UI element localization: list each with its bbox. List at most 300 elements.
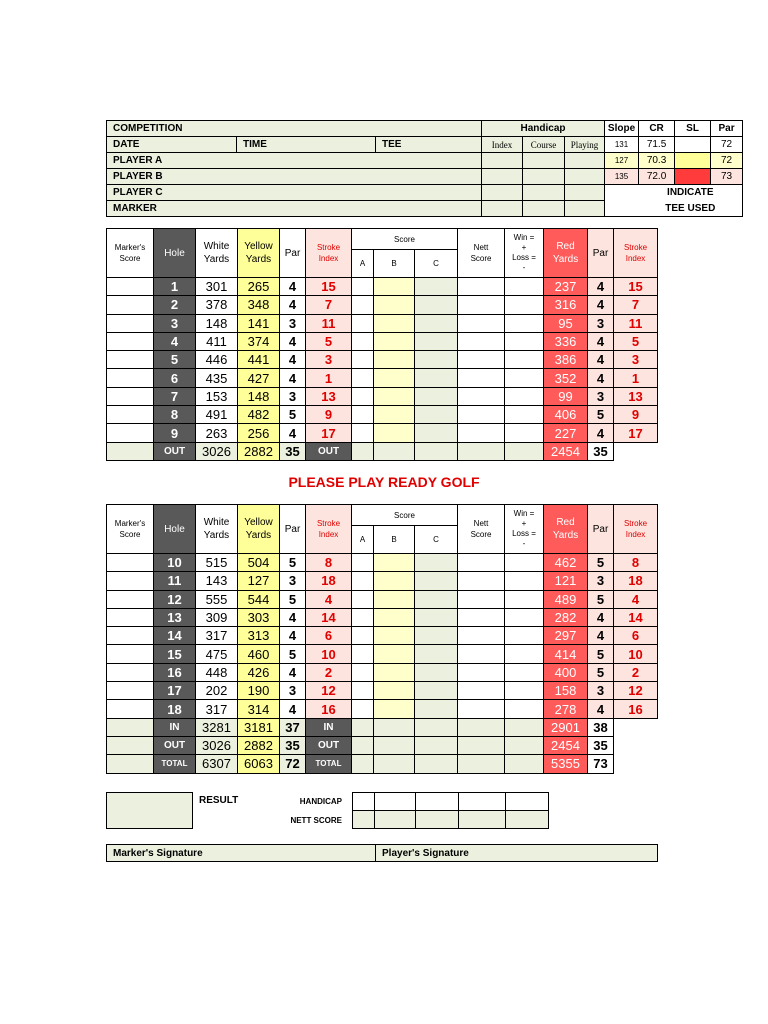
white-yards: 263 [196, 424, 238, 442]
marker-course[interactable] [523, 201, 565, 217]
win-loss-cell[interactable] [505, 554, 544, 572]
win-loss-cell[interactable] [505, 387, 544, 405]
score-b-cell[interactable] [374, 627, 415, 645]
stroke-index: 10 [306, 645, 352, 663]
score-c-cell[interactable] [415, 645, 458, 663]
red-stroke-index: 14 [614, 608, 658, 626]
yellow-tee-sl[interactable] [675, 153, 711, 169]
score-b-cell[interactable] [374, 663, 415, 681]
handicap-cell-b[interactable] [416, 793, 459, 811]
total-score-a[interactable] [352, 736, 374, 754]
win-loss-cell[interactable] [505, 608, 544, 626]
markers-score-cell[interactable] [107, 296, 154, 314]
total-empty-cell [614, 718, 658, 736]
score-c-cell[interactable] [415, 590, 458, 608]
par: 3 [280, 314, 306, 332]
red-yards: 414 [544, 645, 588, 663]
score-c-cell[interactable] [415, 351, 458, 369]
total-label-2: IN [306, 718, 352, 736]
total-white-yards: 3026 [196, 736, 238, 754]
score-b-cell[interactable] [374, 424, 415, 442]
score-a-cell[interactable] [352, 608, 374, 626]
hole-number: 1 [154, 278, 196, 296]
white-yards: 491 [196, 406, 238, 424]
hole-number: 5 [154, 351, 196, 369]
yellow-yards: 348 [238, 296, 280, 314]
indicate-label: INDICATE [639, 185, 743, 201]
score-b-cell[interactable] [374, 369, 415, 387]
score-c-cell[interactable] [415, 700, 458, 718]
yellow-yards: 441 [238, 351, 280, 369]
red-stroke-index-header: Stroke Index [614, 229, 658, 278]
win-loss-cell[interactable] [505, 332, 544, 350]
markers-score-cell[interactable] [107, 554, 154, 572]
total-row [107, 718, 658, 736]
score-a-cell[interactable] [352, 554, 374, 572]
par: 4 [280, 278, 306, 296]
table-row [107, 424, 658, 442]
handicap-cell-1[interactable] [353, 793, 375, 811]
stroke-index: 1 [306, 369, 352, 387]
score-c-cell[interactable] [415, 296, 458, 314]
total-white-yards: 6307 [196, 755, 238, 773]
total-spacer-cell [107, 442, 154, 460]
white-tee-cr: 71.5 [639, 137, 675, 153]
hole-number: 6 [154, 369, 196, 387]
total-red-par: 38 [588, 718, 614, 736]
markers-score-cell[interactable] [107, 590, 154, 608]
nett-score-cell[interactable] [458, 406, 505, 424]
markers-score-cell[interactable] [107, 278, 154, 296]
nett-score-cell[interactable] [458, 608, 505, 626]
tee-note-spacer [605, 185, 639, 201]
yellow-tee-slope: 127 [605, 153, 639, 169]
markers-score-cell[interactable] [107, 627, 154, 645]
par: 5 [280, 645, 306, 663]
yellow-yards: 313 [238, 627, 280, 645]
stroke-index: 16 [306, 700, 352, 718]
score-a-cell[interactable] [352, 424, 374, 442]
player-c-course[interactable] [523, 185, 565, 201]
score-a-cell[interactable] [352, 572, 374, 590]
time-label: TIME [237, 137, 376, 153]
win-loss-header: Win = + Loss = - [505, 229, 544, 278]
total-score-a[interactable] [352, 442, 374, 460]
nett-score-cell[interactable] [458, 314, 505, 332]
yellow-yards: 127 [238, 572, 280, 590]
red-yards: 316 [544, 296, 588, 314]
table-row [107, 351, 658, 369]
hole-number: 9 [154, 424, 196, 442]
marker-index[interactable] [482, 201, 523, 217]
markers-score-cell[interactable] [107, 332, 154, 350]
white-yards: 317 [196, 627, 238, 645]
score-a-cell[interactable] [352, 314, 374, 332]
total-row [107, 755, 658, 773]
score-b-cell[interactable] [374, 387, 415, 405]
score-c-cell[interactable] [415, 554, 458, 572]
table-row [107, 572, 658, 590]
par: 4 [280, 663, 306, 681]
course-label: Course [523, 137, 565, 153]
hole-number: 12 [154, 590, 196, 608]
nett-score-cell[interactable] [458, 424, 505, 442]
table-row [107, 627, 658, 645]
nett-score-cell[interactable] [458, 296, 505, 314]
score-b-cell[interactable] [374, 682, 415, 700]
red-par: 3 [588, 572, 614, 590]
red-stroke-index: 15 [614, 278, 658, 296]
score-header: Score [352, 229, 458, 250]
hole-number: 10 [154, 554, 196, 572]
tee-label: TEE [376, 137, 482, 153]
nett-cell-b[interactable] [416, 811, 459, 829]
win-loss-cell[interactable] [505, 406, 544, 424]
white-yards: 446 [196, 351, 238, 369]
markers-score-cell[interactable] [107, 406, 154, 424]
markers-score-cell[interactable] [107, 608, 154, 626]
red-par: 4 [588, 332, 614, 350]
player-c-index[interactable] [482, 185, 523, 201]
score-c-cell[interactable] [415, 406, 458, 424]
score-c-cell[interactable] [415, 332, 458, 350]
par: 3 [280, 387, 306, 405]
red-tee-sl[interactable] [675, 169, 711, 185]
total-score-c[interactable] [415, 736, 458, 754]
handicap-cell-a[interactable] [375, 793, 416, 811]
total-par: 37 [280, 718, 306, 736]
hole-number: 7 [154, 387, 196, 405]
markers-score-cell[interactable] [107, 572, 154, 590]
white-yards: 448 [196, 663, 238, 681]
win-loss-cell[interactable] [505, 590, 544, 608]
red-yards-header: Red Yards [544, 229, 588, 278]
score-a-cell[interactable] [352, 627, 374, 645]
nett-score-cell[interactable] [458, 700, 505, 718]
player-a-index[interactable] [482, 153, 523, 169]
total-red-yards: 2901 [544, 718, 588, 736]
handicap-label: HANDICAP [299, 796, 342, 806]
nett-score-cell[interactable] [458, 278, 505, 296]
white-yards: 317 [196, 700, 238, 718]
competition-label: COMPETITION [107, 121, 482, 137]
total-nett[interactable] [458, 755, 505, 773]
tee-note-spacer-2 [605, 201, 639, 217]
yellow-yards: 148 [238, 387, 280, 405]
markers-score-cell[interactable] [107, 682, 154, 700]
total-score-b[interactable] [374, 736, 415, 754]
nett-score-cell[interactable] [458, 645, 505, 663]
win-loss-cell[interactable] [505, 296, 544, 314]
markers-score-header: Marker's Score [107, 505, 154, 554]
result-labels [193, 793, 353, 829]
nett-cell-1[interactable] [353, 811, 375, 829]
white-yards: 202 [196, 682, 238, 700]
handicap-label: Handicap [482, 121, 605, 137]
total-nett[interactable] [458, 736, 505, 754]
red-stroke-index: 11 [614, 314, 658, 332]
sl-label: SL [675, 121, 711, 137]
score-a-cell[interactable] [352, 369, 374, 387]
score-a-cell[interactable] [352, 663, 374, 681]
yellow-tee-par: 72 [711, 153, 743, 169]
total-score-b[interactable] [374, 718, 415, 736]
white-yards: 143 [196, 572, 238, 590]
nett-score-cell[interactable] [458, 590, 505, 608]
hole-number: 16 [154, 663, 196, 681]
total-par: 35 [280, 442, 306, 460]
total-red-par: 73 [588, 755, 614, 773]
white-yards: 475 [196, 645, 238, 663]
markers-score-cell[interactable] [107, 387, 154, 405]
score-a-cell[interactable] [352, 296, 374, 314]
score-a-cell[interactable] [352, 700, 374, 718]
stroke-index: 17 [306, 424, 352, 442]
win-loss-cell[interactable] [505, 351, 544, 369]
par-header: Par [280, 505, 306, 554]
stroke-index: 3 [306, 351, 352, 369]
total-label: TOTAL [154, 755, 196, 773]
win-loss-cell[interactable] [505, 424, 544, 442]
score-b-cell[interactable] [374, 406, 415, 424]
score-c-cell[interactable] [415, 387, 458, 405]
win-loss-cell[interactable] [505, 663, 544, 681]
handicap-cell-nett[interactable] [506, 793, 549, 811]
score-a-cell[interactable] [352, 645, 374, 663]
table-row [107, 278, 658, 296]
table-row [107, 663, 658, 681]
red-stroke-index: 9 [614, 406, 658, 424]
stroke-index: 7 [306, 296, 352, 314]
score-a-cell[interactable] [352, 278, 374, 296]
par: 3 [280, 682, 306, 700]
score-b-cell[interactable] [374, 645, 415, 663]
score-b-cell[interactable] [374, 572, 415, 590]
result-table [106, 792, 549, 829]
stroke-index: 11 [306, 314, 352, 332]
par: 5 [280, 554, 306, 572]
par: 4 [280, 424, 306, 442]
score-c-cell[interactable] [415, 278, 458, 296]
player-b-playing[interactable] [565, 169, 605, 185]
score-b-cell[interactable] [374, 296, 415, 314]
score-b-header: B [374, 250, 415, 278]
red-stroke-index: 2 [614, 663, 658, 681]
win-loss-cell[interactable] [505, 700, 544, 718]
score-a-cell[interactable] [352, 682, 374, 700]
nett-cell-c[interactable] [459, 811, 506, 829]
total-win-loss[interactable] [505, 718, 544, 736]
table-row [107, 332, 658, 350]
white-tee-sl[interactable] [675, 137, 711, 153]
red-yards: 227 [544, 424, 588, 442]
score-b-cell[interactable] [374, 700, 415, 718]
players-signature[interactable]: Player's Signature [376, 845, 658, 862]
red-yards: 278 [544, 700, 588, 718]
markers-signature[interactable]: Marker's Signature [107, 845, 376, 862]
nett-score-cell[interactable] [458, 554, 505, 572]
total-win-loss[interactable] [505, 755, 544, 773]
score-c-cell[interactable] [415, 369, 458, 387]
total-yellow-yards: 2882 [238, 442, 280, 460]
player-a-course[interactable] [523, 153, 565, 169]
score-a-cell[interactable] [352, 351, 374, 369]
red-stroke-index: 16 [614, 700, 658, 718]
slogan: PLEASE PLAY READY GOLF [288, 474, 480, 490]
yellow-yards: 544 [238, 590, 280, 608]
total-score-c[interactable] [415, 755, 458, 773]
red-yards: 121 [544, 572, 588, 590]
white-yards: 309 [196, 608, 238, 626]
yellow-yards: 460 [238, 645, 280, 663]
nett-score-cell[interactable] [458, 387, 505, 405]
markers-score-cell[interactable] [107, 663, 154, 681]
nett-score-cell[interactable] [458, 369, 505, 387]
total-score-b[interactable] [374, 755, 415, 773]
red-yards: 282 [544, 608, 588, 626]
score-a-cell[interactable] [352, 387, 374, 405]
score-c-cell[interactable] [415, 424, 458, 442]
score-c-header: C [415, 526, 458, 554]
total-yellow-yards: 6063 [238, 755, 280, 773]
red-par: 5 [588, 554, 614, 572]
red-par: 5 [588, 590, 614, 608]
white-yards: 515 [196, 554, 238, 572]
red-par: 3 [588, 314, 614, 332]
score-c-cell[interactable] [415, 682, 458, 700]
total-score-a[interactable] [352, 718, 374, 736]
total-empty-cell [614, 442, 658, 460]
white-yards-header: White Yards [196, 229, 238, 278]
win-loss-cell[interactable] [505, 572, 544, 590]
score-c-cell[interactable] [415, 314, 458, 332]
total-red-yards: 2454 [544, 442, 588, 460]
score-c-cell[interactable] [415, 608, 458, 626]
nett-score-cell[interactable] [458, 572, 505, 590]
hole-header: Hole [154, 505, 196, 554]
total-nett[interactable] [458, 442, 505, 460]
total-par: 35 [280, 736, 306, 754]
yellow-yards: 256 [238, 424, 280, 442]
yellow-yards-header: Yellow Yards [238, 229, 280, 278]
hole-number: 4 [154, 332, 196, 350]
score-b-cell[interactable] [374, 278, 415, 296]
player-a-label: PLAYER A [107, 153, 482, 169]
score-c-cell[interactable] [415, 572, 458, 590]
player-c-playing[interactable] [565, 185, 605, 201]
hole-number: 11 [154, 572, 196, 590]
score-a-cell[interactable] [352, 406, 374, 424]
win-loss-cell[interactable] [505, 627, 544, 645]
player-a-playing[interactable] [565, 153, 605, 169]
table-row [107, 590, 658, 608]
yellow-yards: 427 [238, 369, 280, 387]
score-b-header: B [374, 526, 415, 554]
score-a-header: A [352, 526, 374, 554]
red-stroke-index: 4 [614, 590, 658, 608]
nett-score-cell[interactable] [458, 627, 505, 645]
stroke-index: 6 [306, 627, 352, 645]
score-b-cell[interactable] [374, 590, 415, 608]
score-b-cell[interactable] [374, 608, 415, 626]
yellow-yards: 482 [238, 406, 280, 424]
nett-score-cell[interactable] [458, 682, 505, 700]
total-score-c[interactable] [415, 718, 458, 736]
nett-score-cell[interactable] [458, 332, 505, 350]
total-win-loss[interactable] [505, 736, 544, 754]
total-score-c[interactable] [415, 442, 458, 460]
par: 5 [280, 590, 306, 608]
red-yards-header: Red Yards [544, 505, 588, 554]
markers-score-cell[interactable] [107, 314, 154, 332]
white-yards: 153 [196, 387, 238, 405]
score-b-cell[interactable] [374, 554, 415, 572]
tee-used-label: TEE USED [639, 201, 743, 217]
win-loss-cell[interactable] [505, 645, 544, 663]
stroke-index: 13 [306, 387, 352, 405]
win-loss-cell[interactable] [505, 278, 544, 296]
red-par-header: Par [588, 229, 614, 278]
markers-score-cell[interactable] [107, 351, 154, 369]
white-yards: 378 [196, 296, 238, 314]
total-score-a[interactable] [352, 755, 374, 773]
score-a-cell[interactable] [352, 590, 374, 608]
markers-score-cell[interactable] [107, 369, 154, 387]
score-b-cell[interactable] [374, 332, 415, 350]
hole-number: 15 [154, 645, 196, 663]
score-c-header: C [415, 250, 458, 278]
par: 4 [280, 608, 306, 626]
nett-score-cell[interactable] [458, 663, 505, 681]
win-loss-cell[interactable] [505, 369, 544, 387]
total-red-par: 35 [588, 736, 614, 754]
nett-score-cell[interactable] [458, 351, 505, 369]
nett-cell-a[interactable] [375, 811, 416, 829]
total-win-loss[interactable] [505, 442, 544, 460]
table-row [107, 700, 658, 718]
score-c-cell[interactable] [415, 627, 458, 645]
red-yards: 386 [544, 351, 588, 369]
total-nett[interactable] [458, 718, 505, 736]
white-yards: 301 [196, 278, 238, 296]
total-score-b[interactable] [374, 442, 415, 460]
score-b-cell[interactable] [374, 314, 415, 332]
par: 4 [280, 700, 306, 718]
player-b-index[interactable] [482, 169, 523, 185]
par: 4 [280, 351, 306, 369]
table-row [107, 682, 658, 700]
win-loss-cell[interactable] [505, 682, 544, 700]
markers-score-cell[interactable] [107, 700, 154, 718]
score-a-cell[interactable] [352, 332, 374, 350]
markers-score-cell[interactable] [107, 424, 154, 442]
score-c-cell[interactable] [415, 663, 458, 681]
header-table [106, 120, 743, 217]
handicap-cell-c[interactable] [459, 793, 506, 811]
win-loss-cell[interactable] [505, 314, 544, 332]
red-par: 4 [588, 700, 614, 718]
result-box[interactable] [107, 793, 193, 829]
player-b-course[interactable] [523, 169, 565, 185]
marker-playing[interactable] [565, 201, 605, 217]
par: 4 [280, 627, 306, 645]
score-b-cell[interactable] [374, 351, 415, 369]
total-label: OUT [154, 736, 196, 754]
nett-cell-nett[interactable] [506, 811, 549, 829]
hole-number: 2 [154, 296, 196, 314]
markers-score-cell[interactable] [107, 645, 154, 663]
total-label-2: TOTAL [306, 755, 352, 773]
